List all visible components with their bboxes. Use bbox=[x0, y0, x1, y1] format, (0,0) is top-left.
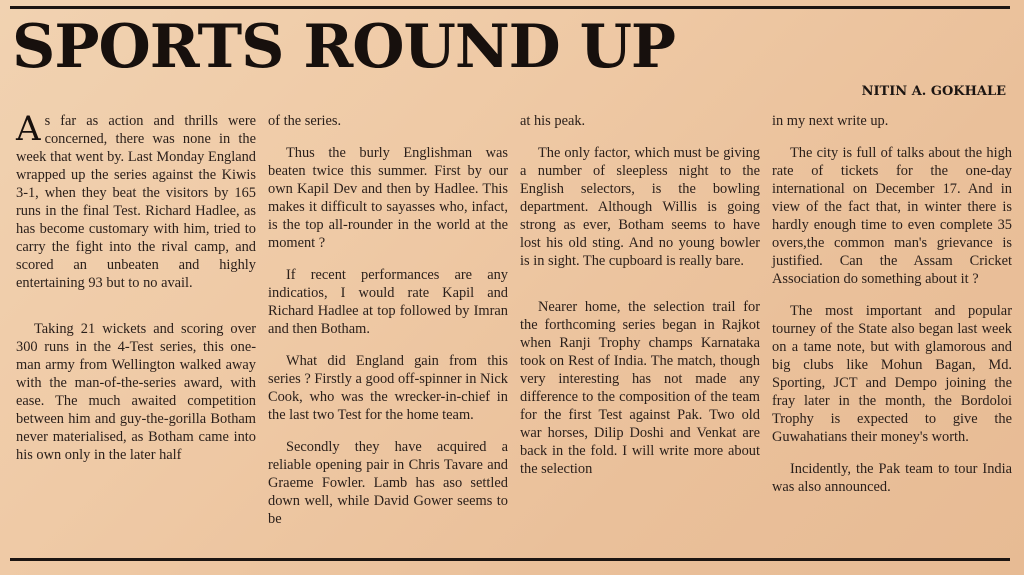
paragraph: The city is full of talks about the high rate of tickets for the one-day international on December 17. And in view of the fact that, in winter there is hardly enough time to even complete 35 overs,the common man's grievance is justified. Can the Assam Cricket Association do something about it ? bbox=[772, 145, 1012, 287]
paragraph: If recent performances are any indicatios, I would rate Kapil and Richard Hadlee at top followed by Imran and then Botham. bbox=[268, 267, 508, 337]
paragraph: As far as action and thrills were concerned, there was none in the week that went by. Last Monday England wrapped up the series against the Kiwis 3-1, when they beat the visitors by 165 runs in the final Test. Richard Hadlee, as has become customary with him, tried to carry the fight into the rival camp, and scored an unbeaten and highly entertaining 93 but to no avail. bbox=[16, 109, 256, 291]
paragraph: The only factor, which must be giving a number of sleepless night to the English selectors, is the bowling department. Although Willis is going strong as ever, Botham seems to have lost his old sting. And no young bowler is in sight. The cupboard is really bare. bbox=[520, 145, 760, 269]
paragraph: Thus the burly Englishman was beaten twice this summer. First by our own Kapil Dev and then by Hadlee. This makes it difficult to sayasses who, infact, is the top all-rounder in the world at the moment ? bbox=[268, 145, 508, 251]
paragraph: Nearer home, the selection trail for the forthcoming series began in Rajkot when Ranji Trophy champs Karnataka took on Rest of India. The match, though very interesting has not made any difference to the composition of the team for the first Test against Pak. Two old war horses, Dilip Doshi and Venkat are back in the fold. I will write more about the selection bbox=[520, 299, 760, 477]
paragraph: Incidently, the Pak team to tour India was also announced. bbox=[772, 461, 1012, 495]
paragraph: Secondly they have acquired a reliable opening pair in Chris Tavare and Graeme Fowler. Lamb has aso settled down well, while David Gower seems to be bbox=[268, 439, 508, 527]
column-3 bbox=[520, 112, 760, 552]
paragraph: at his peak. bbox=[520, 113, 586, 129]
bottom-rule bbox=[10, 558, 1010, 561]
paragraph: What did England gain from this series ? Firstly a good off-spinner in Nick Cook, who was the wrecker-in-chief in the last two Test for the home team. bbox=[268, 353, 508, 423]
article-body bbox=[16, 109, 1014, 552]
headline: SPORTS ROUND UP bbox=[12, 12, 676, 82]
paragraph: The most important and popular tourney of the State also began last week on a tame note, but with glamorous and big clubs like Mohun Bagan, Md. Sporting, JCT and Dempo joining the fray later in the month, the Bordoloi Trophy is expected to give the Guwahatians their money's worth. bbox=[772, 303, 1012, 445]
top-rule bbox=[10, 6, 1010, 9]
paragraph: of the series. bbox=[268, 113, 342, 129]
byline: NITIN A. GOKHALE bbox=[861, 84, 1006, 99]
paragraph: in my next write up. bbox=[772, 113, 889, 129]
column-4 bbox=[772, 112, 1012, 552]
column-2 bbox=[268, 112, 508, 552]
column-1 bbox=[16, 109, 256, 552]
drop-cap: A bbox=[16, 109, 41, 149]
paragraph: Taking 21 wickets and scoring over 300 runs in the 4-Test series, this one-man army from Wellington walked away with the man-of-the-series award, with ease. The much awaited competition between him and guy-the-gorilla Botham never materialised, as Botham came into his own only in the later half bbox=[16, 321, 256, 463]
